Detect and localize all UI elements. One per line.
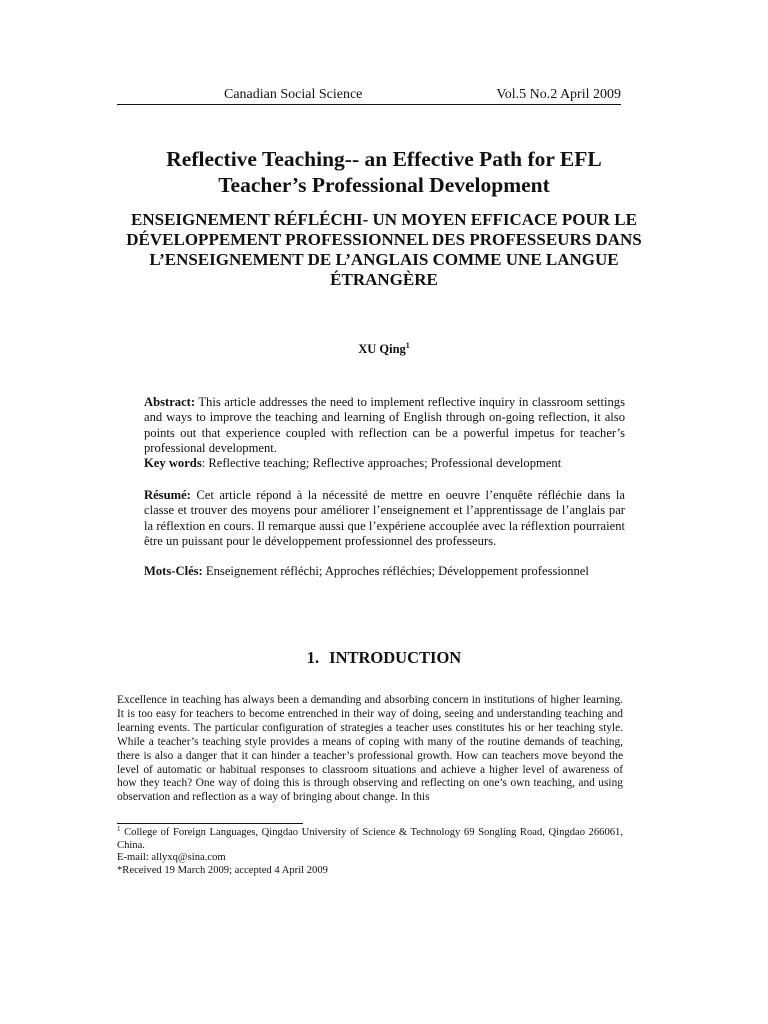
author-line: [0, 341, 768, 357]
abstract-text: This article addresses the need to implement reflective inquiry in classroom settings and ways to improve the teaching and learning of English through on-going reflection, it also points out that experience coupled with reflection can be a powerful impetus for teacher’s professional development.: [144, 395, 626, 455]
body-paragraph: Excellence in teaching has always been a demanding and absorbing concern in institutions of higher learning. It is too easy for teachers to become entrenched in their way of doing, seeing and understanding teaching and learning events. The particular configuration of strategies a teacher uses constitutes his or her teaching style. While a teacher’s teaching style provides a means of coping with many of the routine demands of teaching, there is also a danger that it can hinder a teacher’s professional growth. How can teachers move beyond the level of automatic or habitual responses to classroom situations and achieve a higher level of awareness of how they teach? One way of doing this is through observing and reflecting on one’s own teaching, and using observation and reflection as a way of bringing about change. In this: [117, 694, 623, 804]
journal-name: Canadian Social Science: [224, 87, 363, 102]
footnote-affiliation: [117, 827, 623, 852]
issue-info: Vol.5 No.2 April 2009: [496, 87, 621, 102]
resume: [144, 488, 625, 549]
resume-text: Cet article répond à la nécessité de mettre en oeuvre l’enquête réfléchie dans la classe et trouver des moyens pour améliorer l’enseignement et l’apprentissage de l’anglais par la réflextion en cours. Il remarque aussi que l’expériene accouplée avec la réflextion pourraient être un puissant pour le développement professionnel des professeurs.: [144, 488, 625, 548]
keywords: [144, 456, 625, 471]
french-title: ENSEIGNEMENT RÉFLÉCHI- UN MOYEN EFFICACE POUR LE DÉVELOPPEMENT PROFESSIONNEL DES PROFESSEURS DANS L’ENSEIGNEMENT DE L’ANGLAIS COMME UNE LANGUE ÉTRANGÈRE: [126, 210, 642, 289]
resume-label: Résumé:: [144, 488, 191, 502]
title-line-1: Reflective Teaching-- an Effective Path for EFL: [166, 147, 602, 171]
author-footnote-mark: 1: [405, 341, 410, 350]
header-rule: [117, 104, 621, 105]
section-number: 1.: [306, 648, 320, 667]
section-title: INTRODUCTION: [329, 648, 462, 667]
keywords-text: : Reflective teaching; Reflective approaches; Professional development: [201, 456, 562, 470]
affiliation-text: College of Foreign Languages, Qingdao University of Science & Technology 69 Songling Road, Qingdao 266061, China.: [117, 827, 623, 851]
abstract-label: Abstract:: [144, 395, 196, 409]
footnote-rule: [117, 823, 303, 824]
section-heading: [0, 648, 768, 668]
footnote-email: E-mail: allyxq@sina.com: [117, 852, 226, 864]
footnotes: [117, 827, 623, 877]
author-name: XU Qing: [358, 342, 406, 356]
mots-cles-label: Mots-Clés:: [144, 564, 203, 578]
mots-cles: [144, 564, 625, 579]
article-title: [80, 146, 688, 198]
footnote-received: *Received 19 March 2009; accepted 4 April 2009: [117, 864, 328, 876]
keywords-label: Key words: [144, 456, 202, 470]
abstract: [144, 395, 625, 456]
mots-cles-text: Enseignement réfléchi; Approches réfléchies; Développement professionnel: [205, 564, 589, 578]
footnote-mark: 1: [117, 825, 121, 833]
title-line-2: Teacher’s Professional Development: [218, 173, 550, 197]
